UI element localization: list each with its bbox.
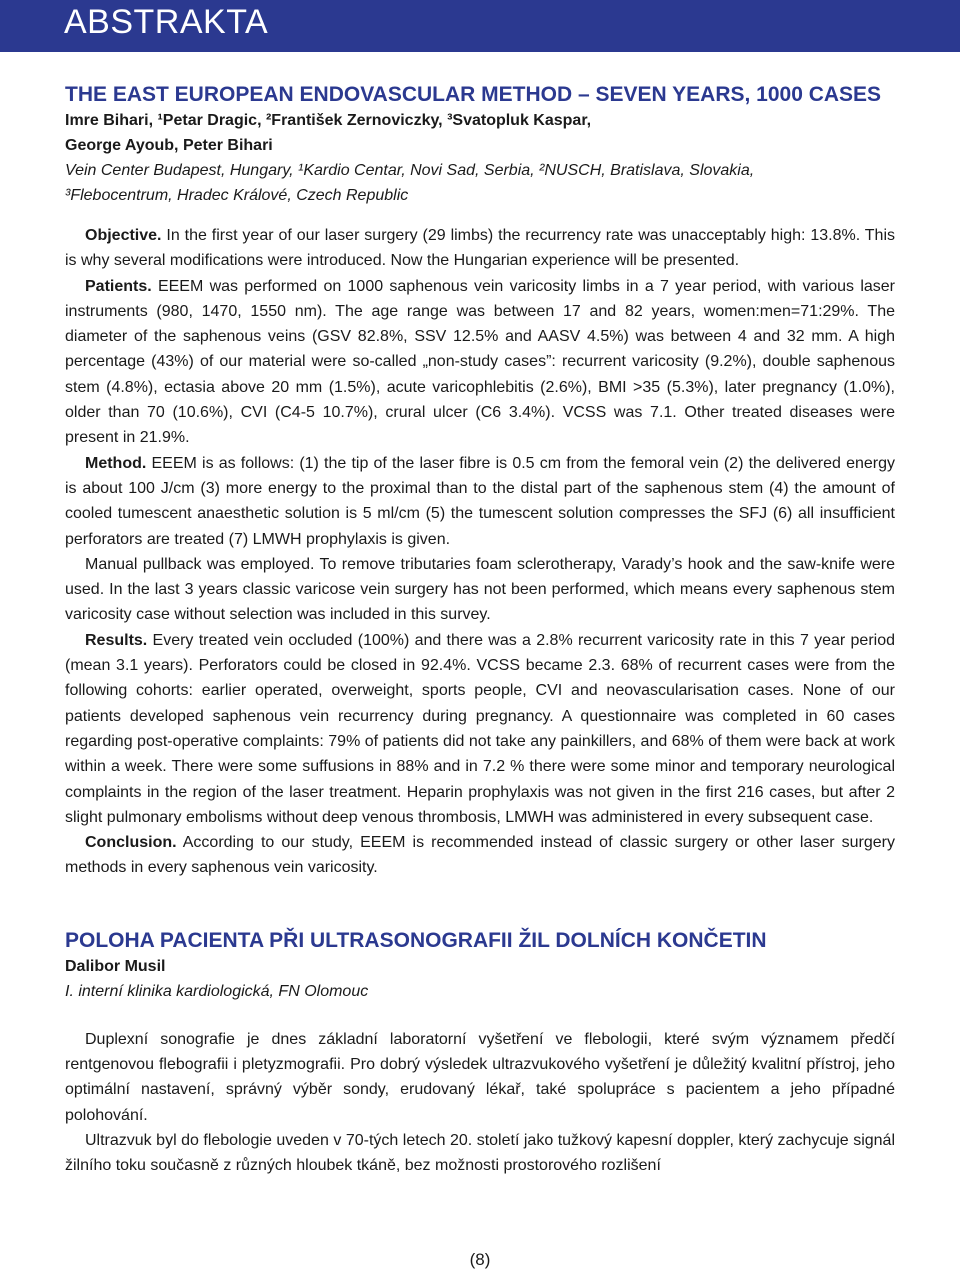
abstract-body [65,223,895,881]
page-number: (8) [469,1250,491,1269]
article-poloha-pacienta [65,928,895,1179]
method-paragraph [65,451,895,552]
abstract-body [65,1027,895,1179]
authors-line: Dalibor Musil [65,957,166,975]
section-title: ABSTRAKTA [64,3,269,41]
article-east-european-endovascular [65,82,895,881]
method-paragraph-2: Manual pullback was employed. To remove tributaries foam sclerotherapy, Varady’s hook and the saw-knife were used. In the last 3 years classic varicose vein surgery has not been performed, which means every saphenous stem varicosity case without selection was included in this survey. [65,555,895,624]
affiliation-line: ³Flebocentrum, Hradec Králové, Czech Republic [65,187,409,204]
body-paragraph: Duplexní sonografie je dnes základní laboratorní vyšetření ve flebologii, které svým významem předčí rentgenovou flebografii i pletyzmografii. Pro dobrý výsledek ultrazvukového vyšetření je důležitý kvalitní přístroj, jeho optimální nastavení, správný výběr sondy, erudovaný lékař, také spolupráce s pacientem a jeho případné polohování. [65,1030,895,1124]
patients-paragraph [65,274,895,451]
results-paragraph [65,628,895,830]
affiliation-line: I. interní klinika kardiologická, FN Olomouc [65,982,369,1000]
article-separator [65,881,895,928]
patients-text: EEEM was performed on 1000 saphenous vein varicosity limbs in a 7 year period, with various laser instruments (980, 1470, 1550 nm). The age range was between 17 and 82 years, women:men=71:29%. The diameter of the saphenous veins (GSV 82.8%, SSV 12.5% and AASV 4.5%) was between 4 and 32 mm. A high percentage (43%) of our material were so-called „non-study cases”: recurrent varicosity (9.2%), double saphenous stem (4.8%), ectasia above 20 mm (1.5%), acute varicophlebitis (2.6%), BMI >35 (5.3%), later pregnancy (1.0%), older than 70 (10.6%), CVI (C4-5 10.7%), crural ulcer (C6 3.4%). VCSS was 7.1. Other treated diseases were present in 21.9%. [65,277,895,447]
article-title: THE EAST EUROPEAN ENDOVASCULAR METHOD – SEVEN YEARS, 1000 CASES [65,83,882,106]
objective-text: In the first year of our laser surgery (29 limbs) the recurrency rate was unacceptably high: 13.8%. This is why several modifications were introduced. Now the Hungarian experience will be presented. [65,227,895,270]
method-label: Method. [85,454,147,472]
results-text: Every treated vein occluded (100%) and there was a 2.8% recurrent varicosity rate in this 7 year period (mean 3.1 years). Perforators could be closed in 92.4%. VCSS became 2.3. 68% of recurrent cases were from the following cohorts: earlier operated, overweight, sports people, CVI and neovascularisation cases. None of our patients developed saphenous vein recurrency during pregnancy. A questionnaire was completed in 60 cases regarding post-operative complaints: 79% of patients did not take any painkillers, and 68% of them were back at work within a week. There were some suffusions in 88% and in 7.2 % there were some minor and temporary neurological complaints in the region of the laser treatment. Heparin prophylaxis was not given in the first 216 cases, but after 2 slight pulmonary embolisms without deep venous thrombosis, LMWH was administered in every subsequent case. [65,631,895,826]
conclusion-paragraph [65,830,895,881]
conclusion-text: According to our study, EEEM is recommended instead of classic surgery or other laser surgery methods in every saphenous vein varicosity. [65,834,895,877]
objective-label: Objective. [85,227,162,244]
results-label: Results. [85,631,148,649]
affiliation-line: Vein Center Budapest, Hungary, ¹Kardio Centar, Novi Sad, Serbia, ²NUSCH, Bratislava, Slovakia, [65,162,755,179]
authors-line: George Ayoub, Peter Bihari [65,137,273,154]
objective-paragraph [65,223,895,274]
conclusion-label: Conclusion. [85,834,177,852]
page-content [65,82,895,1179]
body-paragraph: Ultrazvuk byl do flebologie uveden v 70-tých letech 20. století jako tužkový kapesní doppler, který zachycuje signál žilního toku současně z různých hloubek tkáně, bez možnosti prostorového rozlišení [65,1131,895,1175]
article-title: POLOHA PACIENTA PŘI ULTRASONOGRAFII ŽIL DOLNÍCH KONČETIN [65,928,767,952]
patients-label: Patients. [85,277,152,295]
authors-line: Imre Bihari, ¹Petar Dragic, ²František Zernoviczky, ³Svatopluk Kaspar, [65,112,592,129]
section-header-band [0,0,960,52]
method-text: EEEM is as follows: (1) the tip of the laser fibre is 0.5 cm from the femoral vein (2) the delivered energy is about 100 J/cm (3) more energy to the proximal than to the distal part of the saphenous stem (4) the amount of cooled tumescent anaesthetic solution is 5 ml/cm (5) the tumescent solution compresses the SFJ (6) all insufficient perforators are treated (7) LMWH prophylaxis is given. [65,454,895,548]
